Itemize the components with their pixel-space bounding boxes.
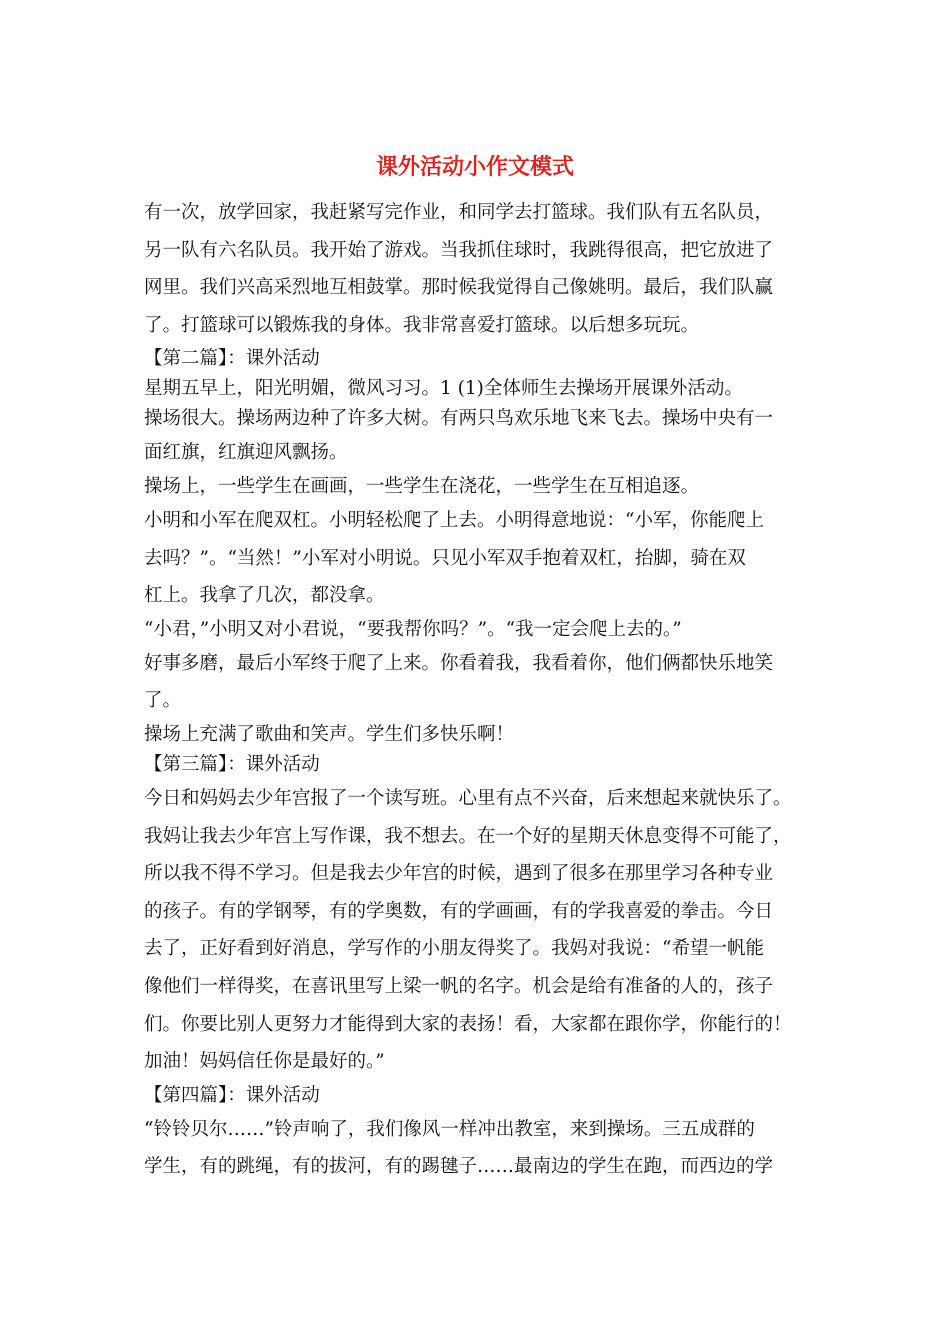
- text-line: 了。: [144, 690, 182, 712]
- text-line: 有一次，放学回家，我赶紧写完作业，和同学去打篮球。我们队有五名队员，: [144, 202, 774, 223]
- text-line: 小明和小军在爬双杠。小明轻松爬了上去。小明得意地说：“小军，你能爬上: [144, 509, 764, 531]
- text-line: 学生，有的跳绳，有的拔河，有的踢毽子……最南边的学生在跑，而西边的学: [144, 1156, 774, 1178]
- text-line: 杠上。我拿了几次，都没拿。: [144, 585, 385, 607]
- text-line: 另一队有六名队员。我开始了游戏。当我抓住球时，我跳得很高，把它放进了: [144, 239, 774, 261]
- text-line: 网里。我们兴高采烈地互相鼓掌。那时候我觉得自己像姚明。最后，我们队赢: [144, 277, 774, 299]
- text-line: 所以我不得不学习。但是我去少年宫的时候，遇到了很多在那里学习各种专业: [144, 863, 774, 885]
- text-line: “小君，”小明又对小君说，“要我帮你吗？”。“我一定会爬上去的。”: [144, 618, 682, 640]
- text-line: 好事多磨，最后小军终于爬了上来。你看着我，我看着你，他们俩都快乐地笑: [144, 652, 774, 674]
- text-line: 星期五早上，阳光明媚，微风习习。1 (1)全体师生去操场开展课外活动。: [144, 378, 743, 400]
- document-title: 课外活动小作文模式: [375, 154, 574, 180]
- text-line: 我妈让我去少年宫上写作课，我不想去。在一个好的星期天休息变得不可能了，: [144, 825, 792, 847]
- section-heading: 【第二篇】：课外活动: [144, 348, 320, 370]
- text-line: 去吗？”。“当然！”小军对小明说。只见小军双手抱着双杠，抬脚，骑在双: [144, 547, 746, 569]
- section-heading: 【第三篇】：课外活动: [144, 753, 320, 775]
- text-line: 去了，正好看到好消息，学写作的小朋友得奖了。我妈对我说：“希望一帆能: [144, 938, 764, 960]
- text-line: 像他们一样得奖，在喜讯里写上梁一帆的名字。机会是给有准备的人的，孩子: [144, 975, 774, 997]
- document-body: [144, 194, 814, 1186]
- text-line: 今日和妈妈去少年宫报了一个读写班。心里有点不兴奋，后来想起来就快乐了。: [144, 787, 792, 809]
- text-line: 操场上，一些学生在画画，一些学生在浇花，一些学生在互相追逐。: [144, 475, 700, 497]
- text-line: 的孩子。有的学钢琴，有的学奥数，有的学画画，有的学我喜爱的拳击。今日: [144, 900, 774, 922]
- text-line: “铃铃贝尔……”铃声响了，我们像风一样冲出教室，来到操场。三五成群的: [144, 1118, 755, 1140]
- text-line: 操场很大。操场两边种了许多大树。有两只鸟欢乐地飞来飞去。操场中央有一: [144, 408, 774, 430]
- text-line: 操场上充满了歌曲和笑声。学生们多快乐啊！: [144, 723, 515, 745]
- section-heading: 【第四篇】：课外活动: [144, 1084, 320, 1106]
- text-line: 了。打篮球可以锻炼我的身体。我非常喜爱打篮球。以后想多玩玩。: [144, 314, 700, 336]
- text-line: 们。你要比别人更努力才能得到大家的表扬！看，大家都在跟你学，你能行的！: [144, 1013, 792, 1035]
- text-line: 加油！妈妈信任你是最好的。”: [144, 1051, 385, 1073]
- text-line: 面红旗，红旗迎风飘扬。: [144, 442, 348, 464]
